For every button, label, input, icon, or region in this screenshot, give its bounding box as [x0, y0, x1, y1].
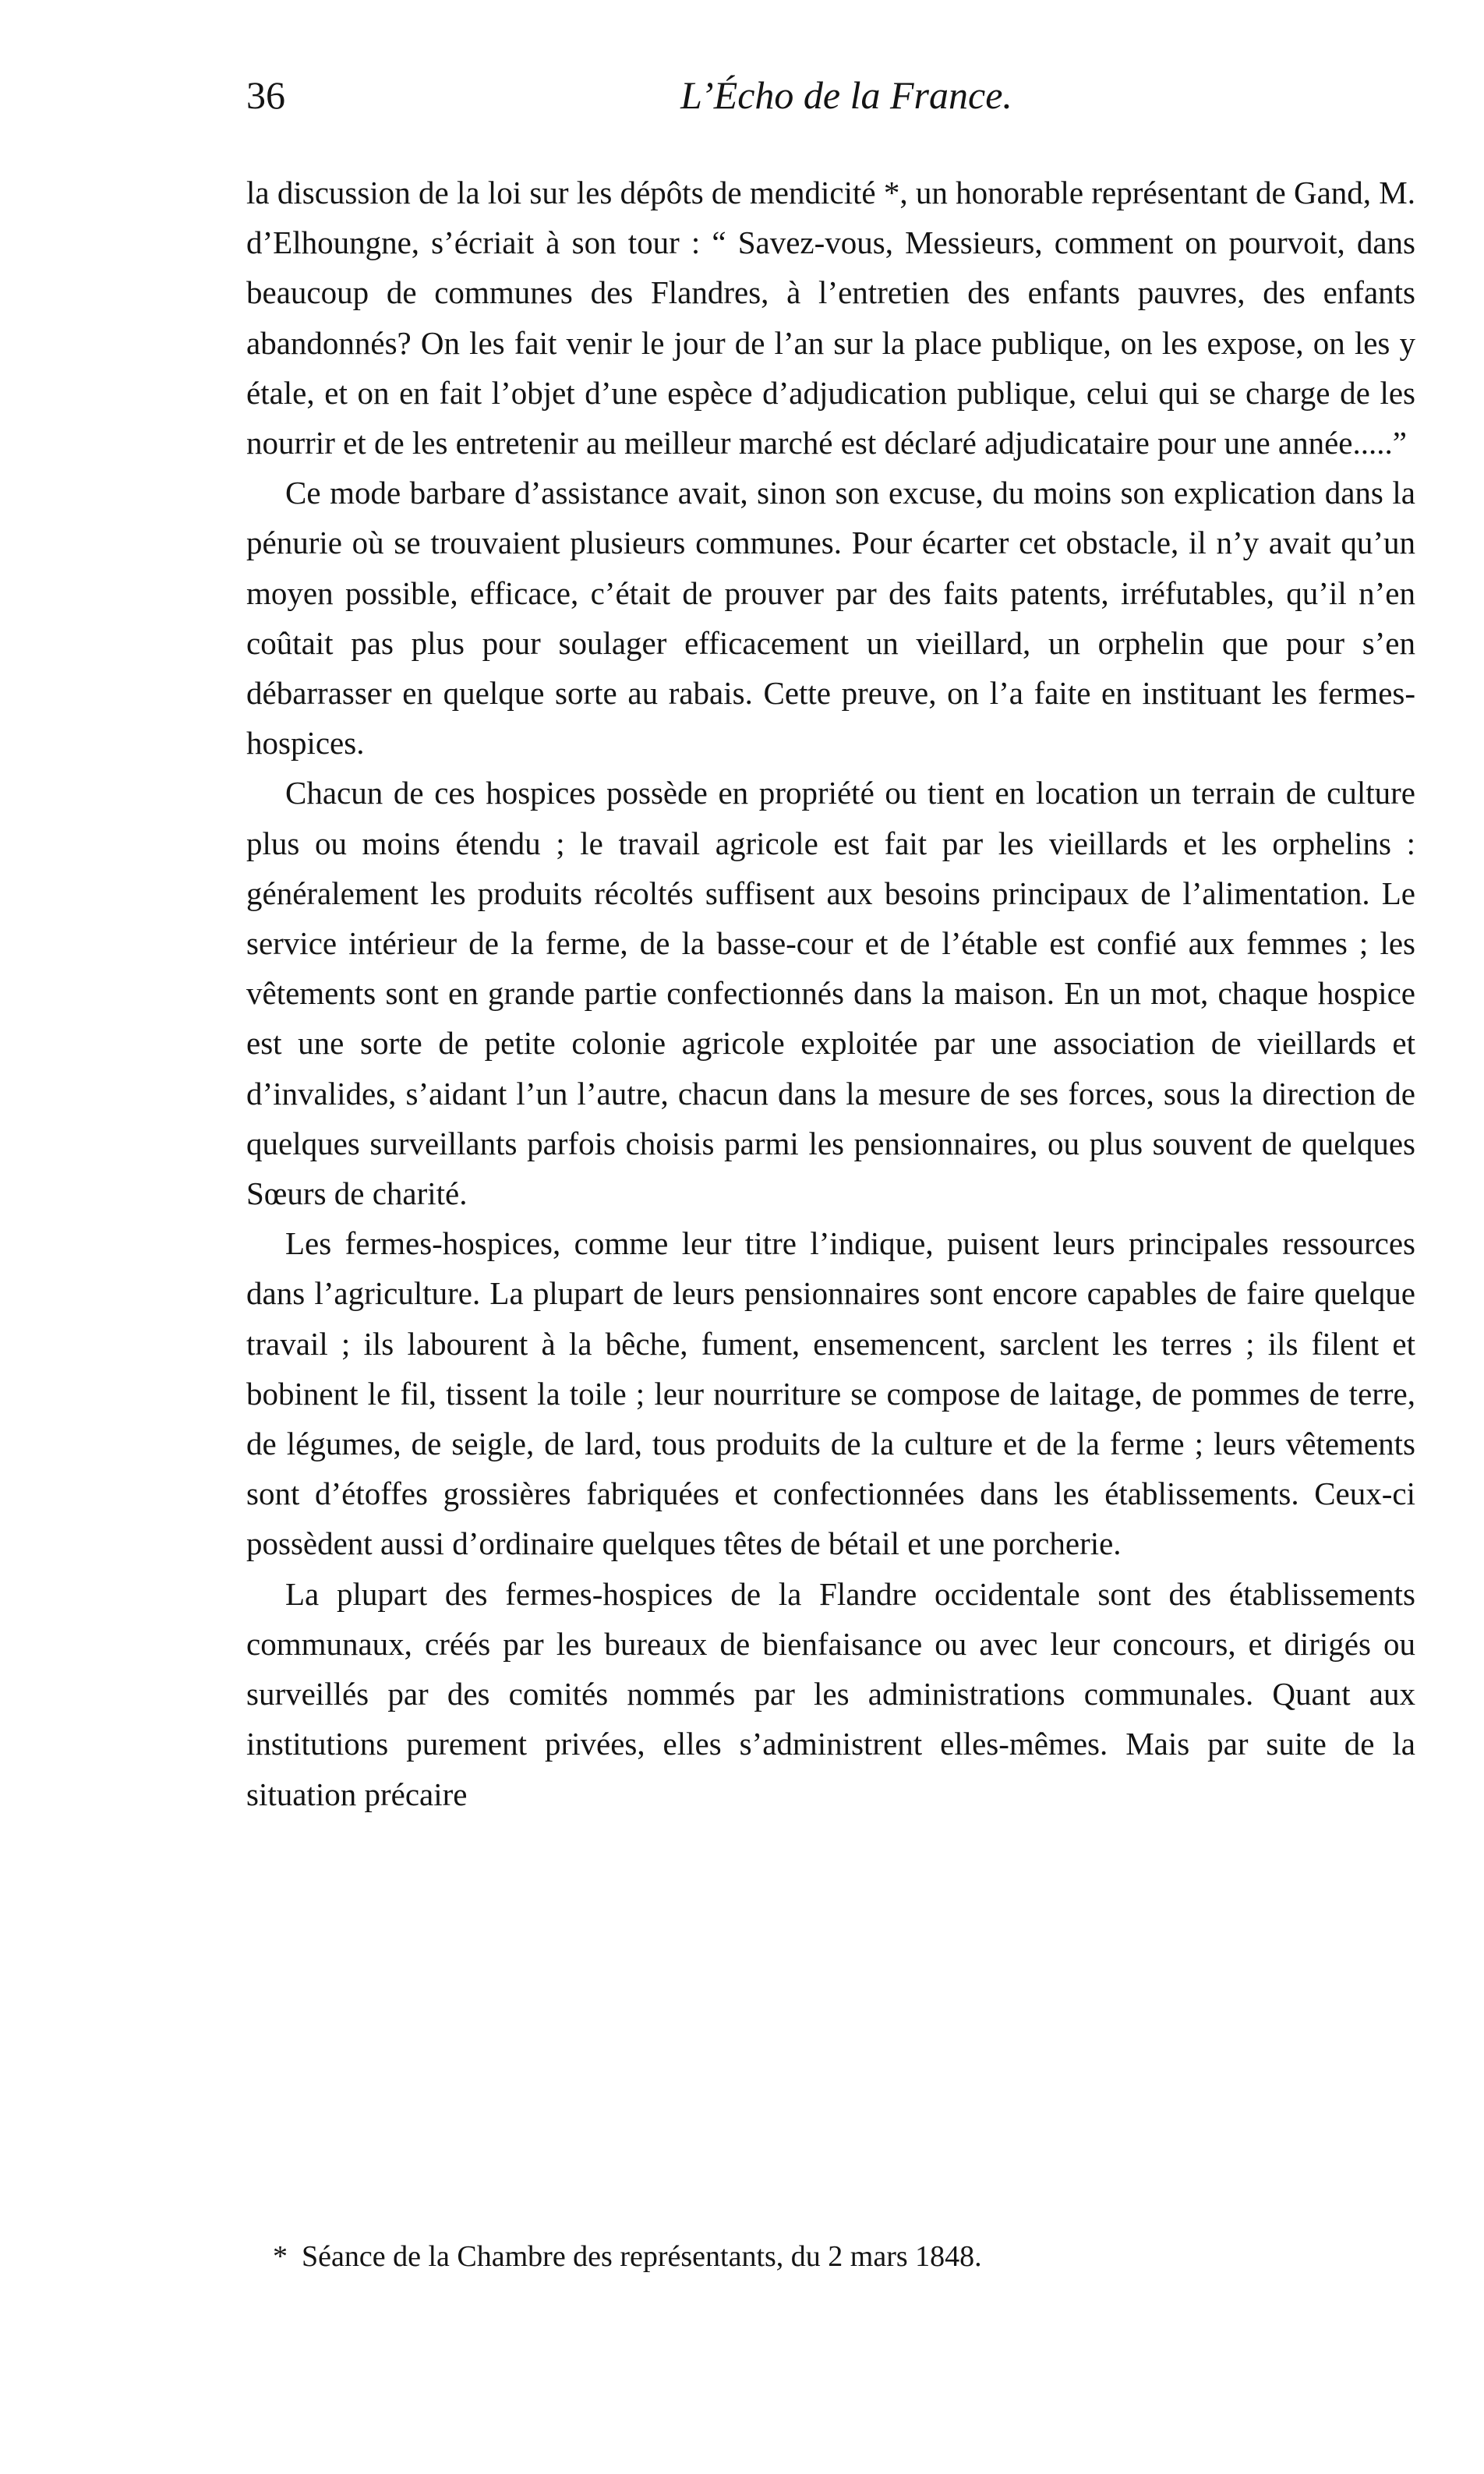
footnote-text: Séance de la Chambre des représentants, du 2 mars 1848. — [302, 2240, 982, 2273]
paragraph: La plupart des fermes-hospices de la Flandre occidentale sont des établissements communaux, créés par les bureaux de bienfaisance ou avec leur concours, et dirigés ou surveillés par des comités nommés par les administrations communales. Quant aux institutions purement privées, elles s’administrent elles-mêmes. Mais par suite de la situation précaire — [246, 1575, 1415, 1812]
body-text — [246, 168, 1415, 1819]
paragraph-continuation: la discussion de la loi sur les dépôts de mendicité *, un honorable représentant de Gand, M. d’Elhoungne, s’écriait à son tour : “ Savez-vous, Messieurs, comment on pourvoit, dans beaucoup de communes des Flandres, à l’entretien des enfants pauvres, des enfants abandonnés? On les fait venir le jour de l’an sur la place publique, on les expose, on les y étale, et on en fait l’objet d’une espèce d’adjudication publique, celui qui se charge de les nourrir et de les entretenir au meilleur marché est déclaré adjudicataire pour une année.....” — [246, 175, 1415, 461]
page-number: 36 — [246, 73, 285, 117]
paragraph: Les fermes-hospices, comme leur titre l’indique, puisent leurs principales ressources dans l’agriculture. La plupart de leurs pensionnaires sont encore capables de faire quelque travail ; ils labourent à la bêche, fument, ensemencent, sarclent les terres ; ils filent et bobinent le fil, tissent la toile ; leur nourriture se compose de laitage, de pommes de terre, de légumes, de seigle, de lard, tous produits de la culture et de la ferme ; leurs vêtements sont d’étoffes grossières fabriquées et confectionnées dans les établissements. Ceux-ci possèdent aussi d’ordinaire quelques têtes de bétail et une porcherie. — [246, 1225, 1415, 1562]
paragraph: Chacun de ces hospices possède en propriété ou tient en location un terrain de culture plus ou moins étendu ; le travail agricole est fait par les vieillards et les orphelins : généralement les produits récoltés suffisent aux besoins principaux de l’alimentation. Le service intérieur de la ferme, de la basse-cour et de l’étable est confié aux femmes ; les vêtements sont en grande partie confectionnés dans la maison. En un mot, chaque hospice est une sorte de petite colonie agricole exploitée par une association de vieillards et d’invalides, s’aidant l’un l’autre, chacun dans la mesure de ses forces, sous la direction de quelques surveillants parfois choisis parmi les pensionnaires, ou plus souvent de quelques Sœurs de charité. — [246, 775, 1415, 1212]
footnote-mark: * — [273, 2240, 288, 2273]
footnote — [273, 2237, 1411, 2276]
running-title: L’Écho de la France. — [680, 73, 1012, 117]
paragraph: Ce mode barbare d’assistance avait, sinon son excuse, du moins son explication dans la pénurie où se trouvaient plusieurs communes. Pour écarter cet obstacle, il n’y avait qu’un moyen possible, efficace, c’était de prouver par des faits patents, irréfutables, qu’il n’en coûtait pas plus pour soulager efficacement un vieillard, un orphelin que pour s’en débarrasser en quelque sorte au rabais. Cette preuve, on l’a faite en instituant les fermes-hospices. — [246, 475, 1415, 762]
page-header — [246, 72, 1415, 134]
